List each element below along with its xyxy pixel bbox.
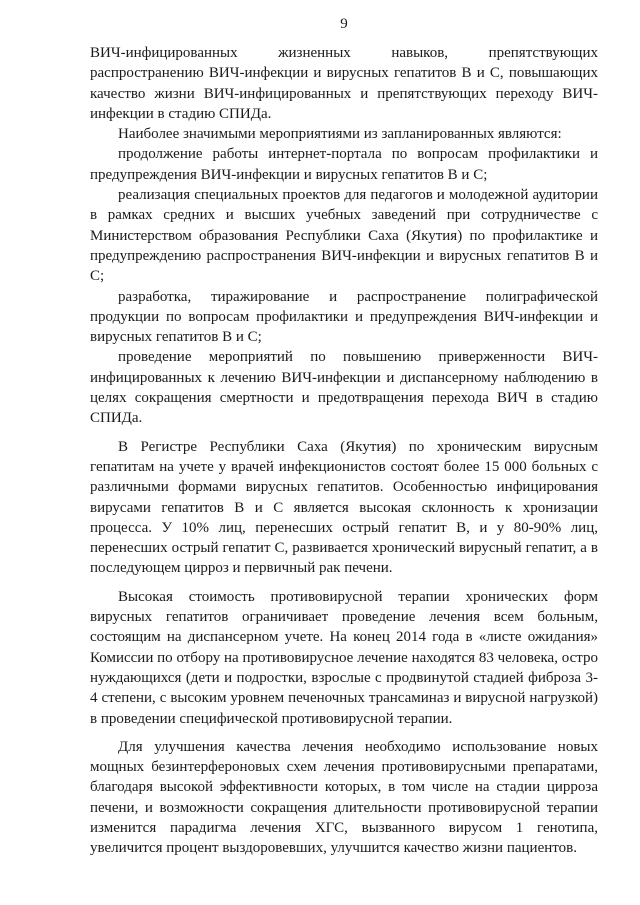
- paragraph-hiv-life-skills: ВИЧ-инфицированных жизненных навыков, препятствующих распространению ВИЧ-инфекции и вирусных гепатитов В и С, повышающих качество жизни ВИЧ-инфицированных и препятствующих переходу ВИЧ-инфекции в стадию СПИДа.: [90, 45, 598, 122]
- paragraph-treatment-improvement: Для улучшения качества лечения необходимо использование новых мощных безинтерфероновых схем лечения противовирусными препаратами, благодаря высокой эффективности которых, в том числе на стадии цирроза печени, и возможности сокращения длительности противовирусной терапии изменится парадигма лечения ХГС, вызванного вирусом 1 генотипа, увеличится процент выздоровевших, улучшится качество жизни пациентов.: [90, 738, 598, 857]
- paragraph-treatment-adherence: проведение мероприятий по повышению приверженности ВИЧ-инфицированных к лечению ВИЧ-инфекции и диспансерному наблюдению в целях сокращения смертности и предотвращения перехода ВИЧ в стадию СПИДа.: [90, 349, 598, 427]
- paragraph-therapy-cost: Высокая стоимость противовирусной терапии хронических форм вирусных гепатитов ограничивает проведение лечения всем больным, состоящим на диспансерном учете. На конец 2014 года в «листе ожидания» Комиссии по отбору на противовирусное лечение находятся 83 человека, остро нуждающихся (дети и подростки, взрослые с продвинутой стадией фиброза 3-4 степени, с высоким уровнем печеночных трансаминаз и вирусной нагрузкой) в проведении специфической противовирусной терапии.: [90, 588, 598, 727]
- paragraph-special-projects: реализация специальных проектов для педагогов и молодежной аудитории в рамках средних и высших учебных заведений при сотрудничестве с Министерством образования Республики Саха (Якутия) по профилактике и предупреждению распространения ВИЧ-инфекции и вирусных гепатитов В и С;: [90, 187, 598, 285]
- paragraph-hepatitis-register: В Регистре Республики Саха (Якутия) по хроническим вирусным гепатитам на учете у врачей инфекционистов состоят более 15 000 больных с различными формами вирусных гепатитов. Особенностью инфицирования вирусами гепатитов В и С является высокая склонность к хронизации процесса. У 10% лиц, перенесших острый гепатит В, и у 80-90% лиц, перенесших острый гепатит С, развивается хронический вирусный гепатит, а в последующем цирроз и первичный рак печени.: [90, 438, 598, 577]
- paragraph-internet-portal: продолжение работы интернет-портала по вопросам профилактики и предупреждения ВИЧ-инфекции и вирусных гепатитов В и С;: [90, 146, 598, 183]
- paragraph-key-measures-intro: Наиболее значимыми мероприятиями из запланированных являются:: [118, 126, 562, 143]
- page-number: 9: [340, 16, 348, 32]
- paragraph-printed-materials: разработка, тиражирование и распространение полиграфической продукции по вопросам профилактики и предупреждения ВИЧ-инфекции и вирусных гепатитов В и С;: [90, 288, 598, 346]
